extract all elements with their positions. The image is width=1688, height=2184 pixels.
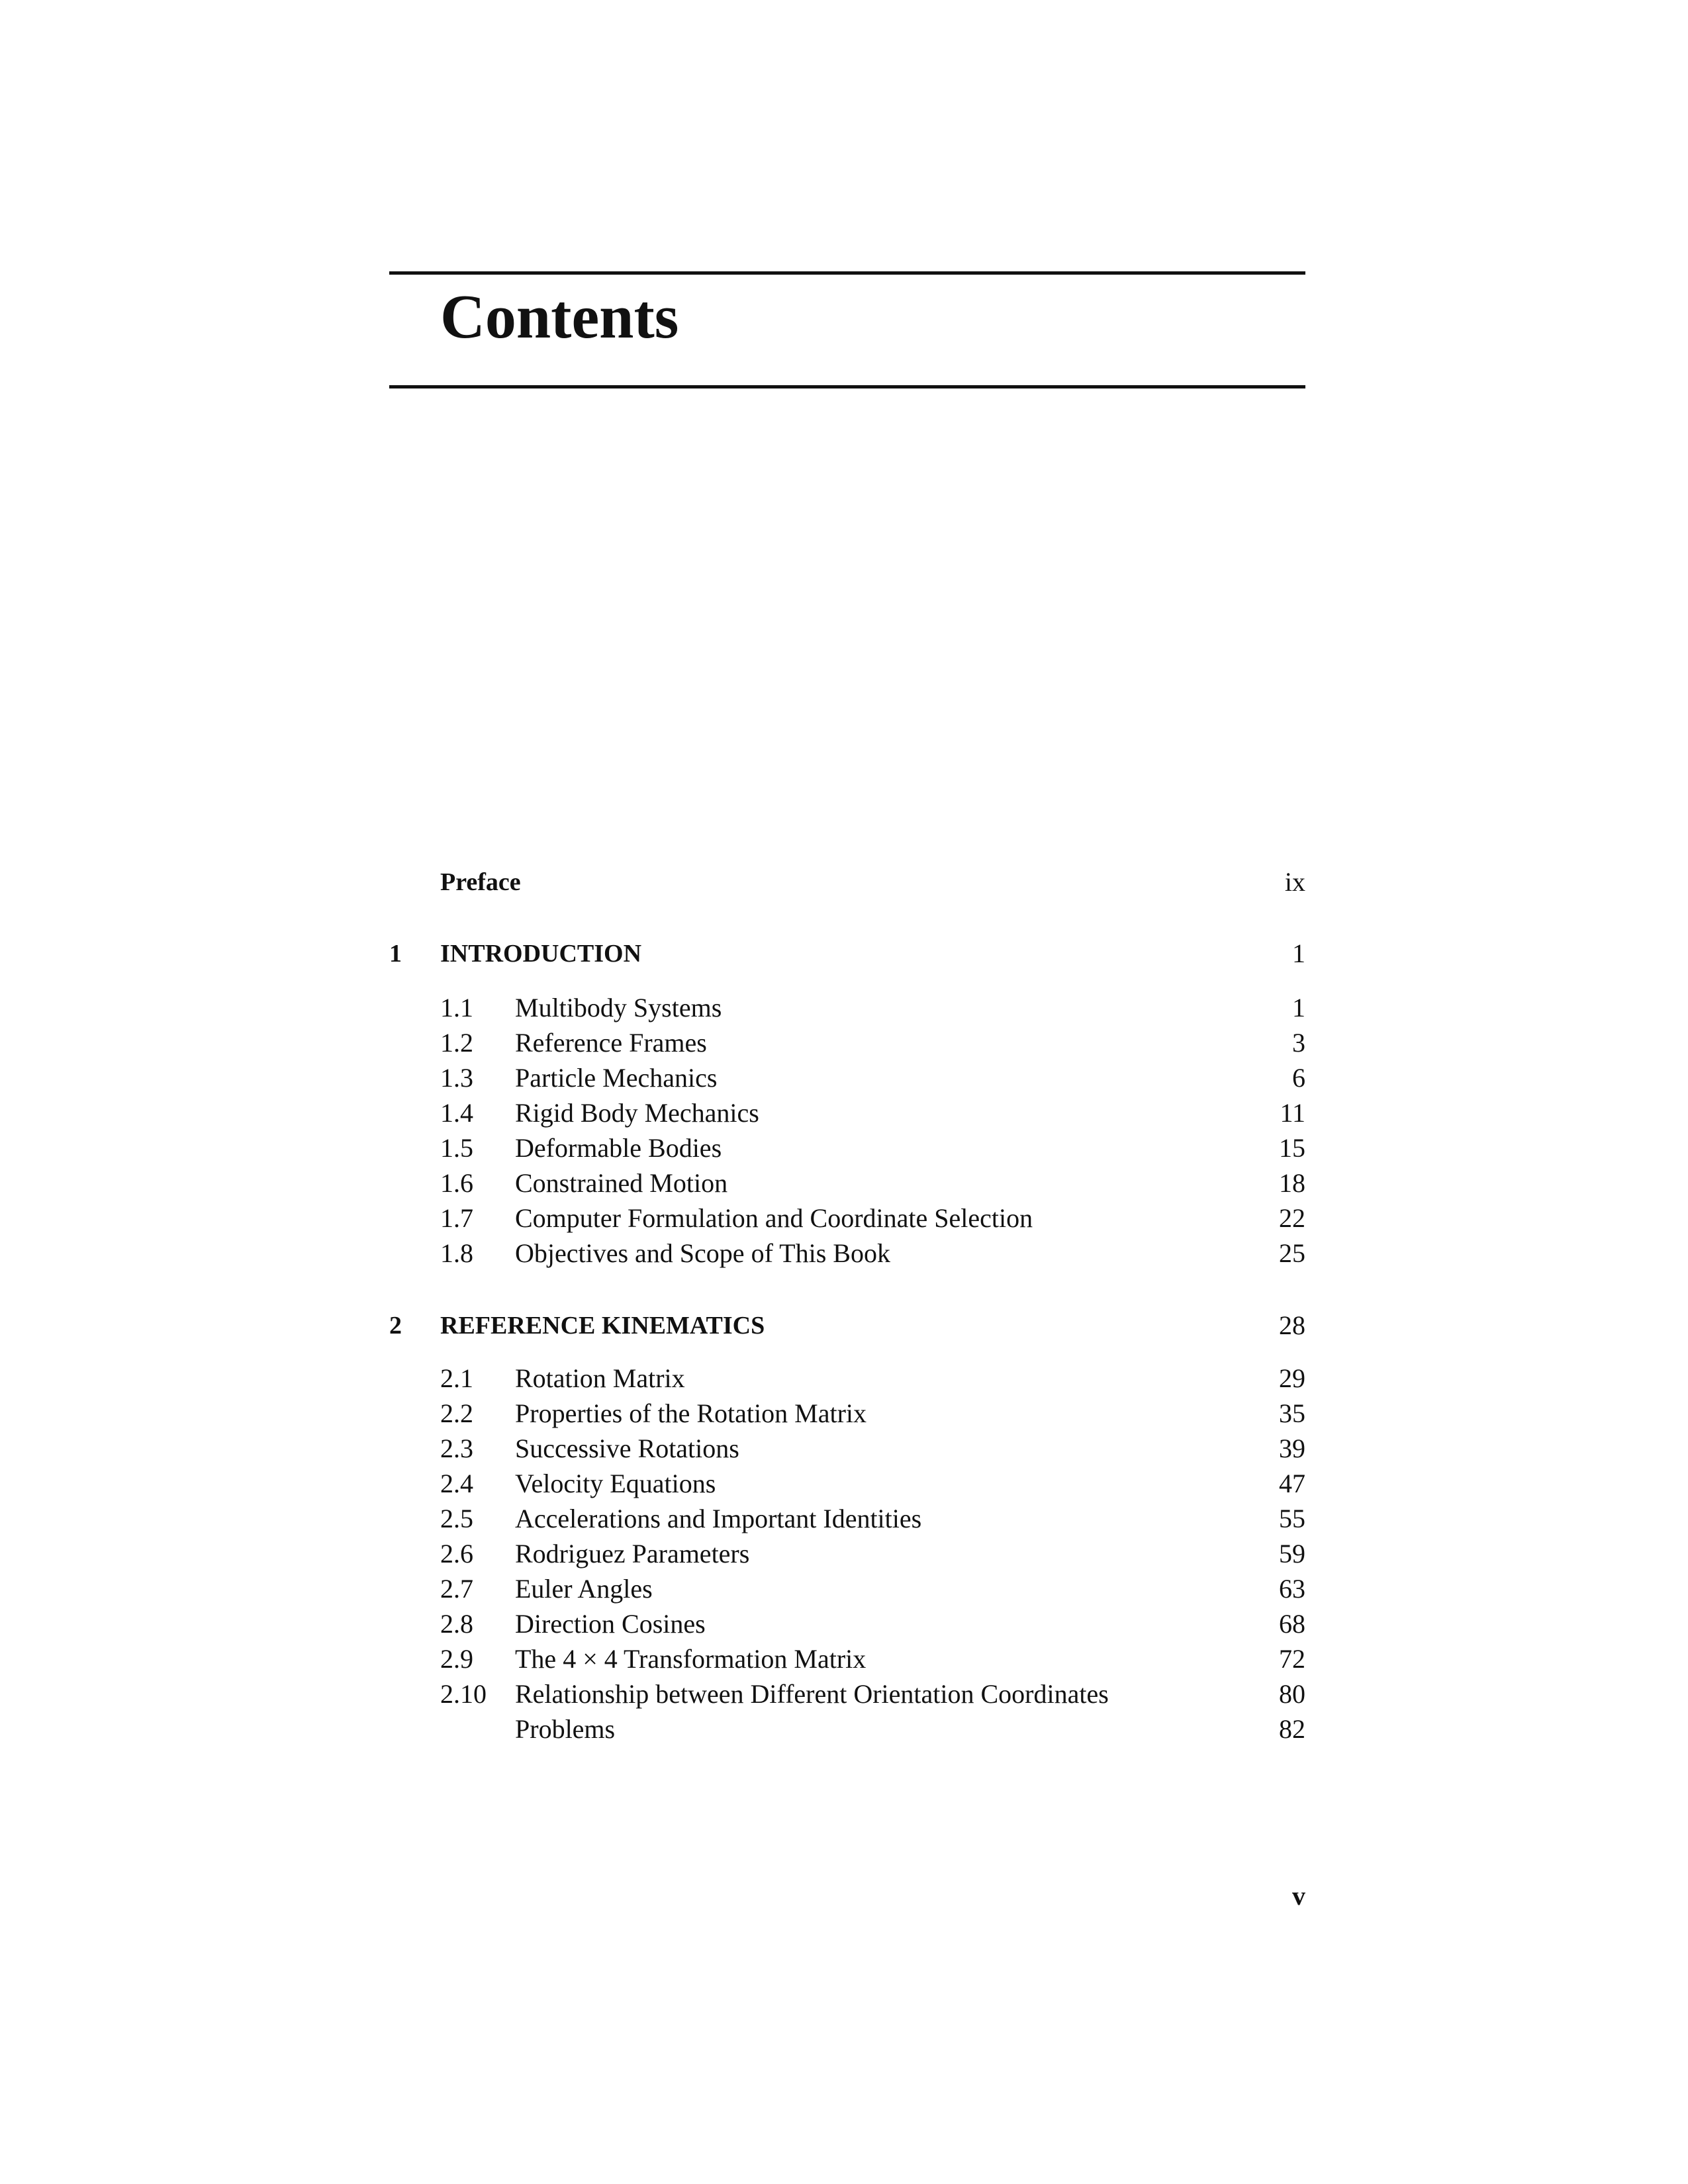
toc-section-number: 2.5 bbox=[440, 1504, 473, 1533]
toc-section-page: 63 bbox=[1279, 1574, 1305, 1604]
toc-section-number: 1.8 bbox=[440, 1238, 473, 1268]
toc-section-title: Reference Frames bbox=[515, 1028, 707, 1058]
toc-section-row[interactable] bbox=[389, 1396, 1305, 1432]
toc-preface-page: ix bbox=[1284, 867, 1305, 897]
toc-section-page: 35 bbox=[1279, 1398, 1305, 1428]
toc-chapter-title: INTRODUCTION bbox=[440, 940, 642, 968]
toc-section-row[interactable] bbox=[389, 1431, 1305, 1467]
toc-section-number: 1.2 bbox=[440, 1028, 473, 1058]
toc-section-page: 68 bbox=[1279, 1609, 1305, 1639]
toc-section-number: 2.9 bbox=[440, 1644, 473, 1674]
toc-section-number: 2.10 bbox=[440, 1679, 487, 1709]
toc-section-title: The 4 × 4 Transformation Matrix bbox=[515, 1644, 867, 1674]
toc-chapter-page: 28 bbox=[1279, 1310, 1305, 1340]
toc-section-title: Computer Formulation and Coordinate Selection bbox=[515, 1203, 1033, 1233]
toc-section-title: Multibody Systems bbox=[515, 993, 722, 1023]
table-of-contents bbox=[389, 0, 1305, 2184]
toc-section-number: 1.4 bbox=[440, 1098, 473, 1128]
toc-section-title: Euler Angles bbox=[515, 1574, 653, 1604]
toc-section-title: Constrained Motion bbox=[515, 1168, 728, 1198]
toc-section-page: 1 bbox=[1292, 993, 1305, 1023]
toc-section-title: Rotation Matrix bbox=[515, 1363, 685, 1393]
toc-section-title: Particle Mechanics bbox=[515, 1063, 718, 1093]
toc-preface-row[interactable] bbox=[389, 864, 1305, 900]
toc-section-row[interactable] bbox=[389, 1571, 1305, 1607]
toc-section-row[interactable] bbox=[389, 1201, 1305, 1236]
toc-section-row[interactable] bbox=[389, 1676, 1305, 1712]
toc-section-row[interactable] bbox=[389, 1236, 1305, 1271]
page-number: v bbox=[1292, 1881, 1305, 1911]
toc-section-row[interactable] bbox=[389, 1130, 1305, 1166]
toc-section-row[interactable] bbox=[389, 1501, 1305, 1537]
toc-section-title: Deformable Bodies bbox=[515, 1133, 722, 1163]
toc-section-page: 39 bbox=[1279, 1433, 1305, 1463]
toc-section-title: Rigid Body Mechanics bbox=[515, 1098, 759, 1128]
toc-section-number: 1.3 bbox=[440, 1063, 473, 1093]
toc-chapter-title: REFERENCE KINEMATICS bbox=[440, 1312, 765, 1340]
toc-section-page: 6 bbox=[1292, 1063, 1305, 1093]
toc-section-title: Rodriguez Parameters bbox=[515, 1539, 750, 1569]
toc-section-page: 59 bbox=[1279, 1539, 1305, 1569]
toc-section-page: 11 bbox=[1280, 1098, 1305, 1128]
toc-section-number: 2.2 bbox=[440, 1398, 473, 1428]
toc-section-title: Direction Cosines bbox=[515, 1609, 706, 1639]
toc-chapter-1-row[interactable] bbox=[389, 936, 1305, 972]
toc-section-page: 22 bbox=[1279, 1203, 1305, 1233]
toc-section-page: 47 bbox=[1279, 1469, 1305, 1498]
toc-section-row[interactable] bbox=[389, 990, 1305, 1026]
toc-section-number: 2.6 bbox=[440, 1539, 473, 1569]
toc-section-row[interactable] bbox=[389, 1361, 1305, 1396]
toc-section-page: 82 bbox=[1279, 1714, 1305, 1744]
toc-section-page: 80 bbox=[1279, 1679, 1305, 1709]
toc-section-page: 29 bbox=[1279, 1363, 1305, 1393]
page-title: Contents bbox=[440, 283, 679, 351]
toc-section-row[interactable] bbox=[389, 1060, 1305, 1096]
toc-section-number: 2.1 bbox=[440, 1363, 473, 1393]
toc-section-page: 55 bbox=[1279, 1504, 1305, 1533]
toc-section-number: 2.7 bbox=[440, 1574, 473, 1604]
toc-chapter-page: 1 bbox=[1292, 938, 1305, 968]
toc-section-title: Successive Rotations bbox=[515, 1433, 739, 1463]
toc-section-number: 1.5 bbox=[440, 1133, 473, 1163]
toc-section-page: 3 bbox=[1292, 1028, 1305, 1058]
toc-section-row[interactable] bbox=[389, 1606, 1305, 1642]
toc-section-page: 15 bbox=[1279, 1133, 1305, 1163]
toc-section-row[interactable] bbox=[389, 1536, 1305, 1572]
toc-section-title: Accelerations and Important Identities bbox=[515, 1504, 922, 1533]
toc-section-title: Relationship between Different Orientation Coordinates bbox=[515, 1679, 1109, 1709]
toc-section-number: 2.3 bbox=[440, 1433, 473, 1463]
toc-section-title: Properties of the Rotation Matrix bbox=[515, 1398, 867, 1428]
toc-chapter-number: 1 bbox=[389, 940, 402, 968]
toc-section-page: 25 bbox=[1279, 1238, 1305, 1268]
toc-section-row[interactable] bbox=[389, 1165, 1305, 1201]
toc-section-row[interactable] bbox=[389, 1466, 1305, 1502]
toc-section-page: 72 bbox=[1279, 1644, 1305, 1674]
toc-problems-row[interactable] bbox=[389, 1711, 1305, 1747]
toc-section-row[interactable] bbox=[389, 1641, 1305, 1677]
toc-chapter-2-row[interactable] bbox=[389, 1308, 1305, 1343]
toc-section-page: 18 bbox=[1279, 1168, 1305, 1198]
toc-section-title: Objectives and Scope of This Book bbox=[515, 1238, 890, 1268]
toc-preface-label: Preface bbox=[440, 868, 521, 896]
toc-section-number: 2.4 bbox=[440, 1469, 473, 1498]
toc-section-row[interactable] bbox=[389, 1095, 1305, 1131]
toc-chapter-number: 2 bbox=[389, 1312, 402, 1340]
toc-section-row[interactable] bbox=[389, 1025, 1305, 1061]
toc-section-number: 1.7 bbox=[440, 1203, 473, 1233]
toc-section-title: Velocity Equations bbox=[515, 1469, 716, 1498]
toc-section-number: 1.6 bbox=[440, 1168, 473, 1198]
toc-section-number: 1.1 bbox=[440, 993, 473, 1023]
toc-section-number: 2.8 bbox=[440, 1609, 473, 1639]
toc-section-title: Problems bbox=[515, 1714, 616, 1744]
